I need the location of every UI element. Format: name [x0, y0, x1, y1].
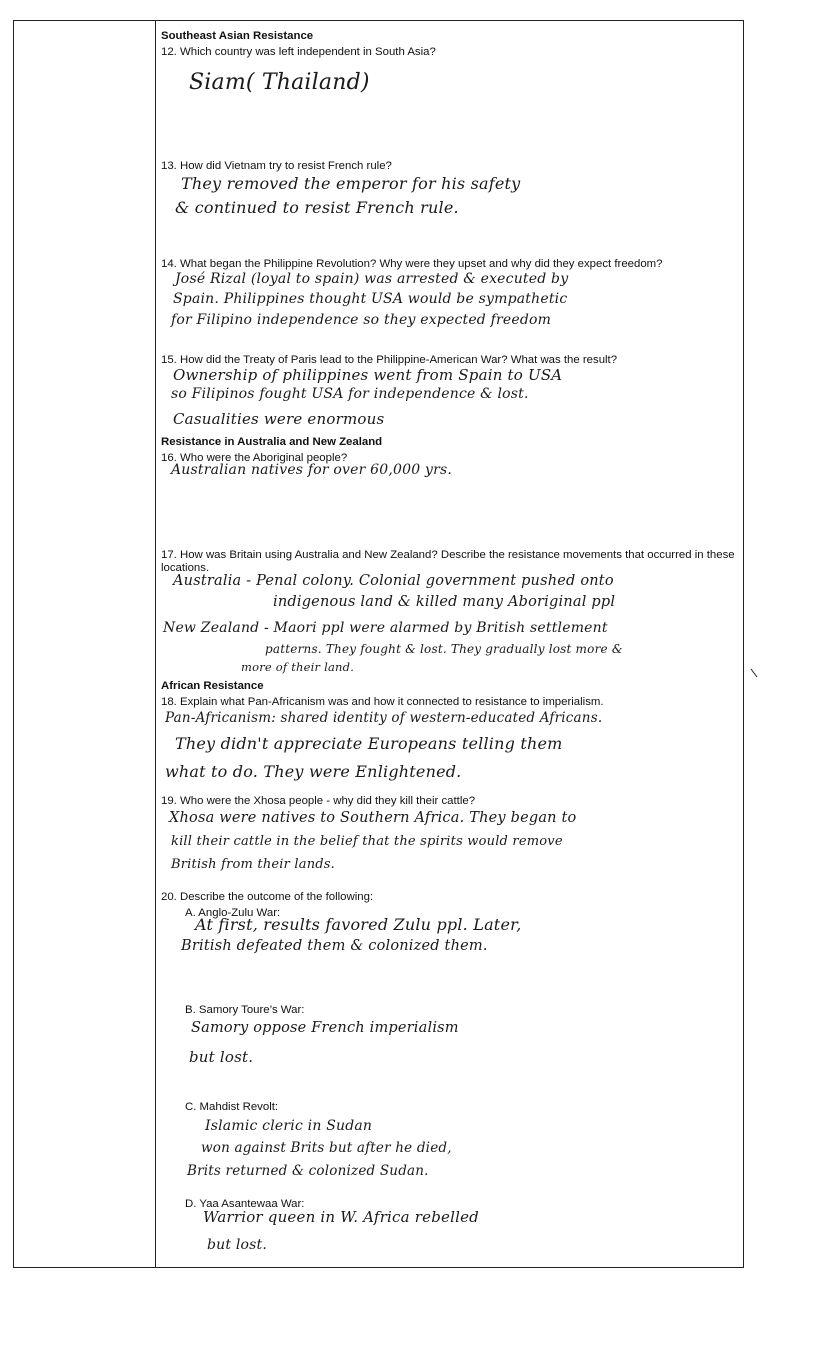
question-17: 17. How was Britain using Australia and New Zealand? Describe the resistance movements that occurred in these locations. — [161, 549, 735, 574]
answer-13-line-2: & continued to resist French rule. — [175, 198, 459, 217]
answer-20c-line-1: Islamic cleric in Sudan — [205, 1118, 373, 1134]
question-15: 15. How did the Treaty of Paris lead to the Philippine-American War? What was the result? — [161, 354, 618, 366]
answer-17-line-3: New Zealand - Maori ppl were alarmed by British settlement — [163, 620, 608, 636]
question-20: 20. Describe the outcome of the following: — [161, 891, 374, 903]
section-heading-african: African Resistance — [161, 680, 264, 692]
answer-18-line-3: what to do. They were Enlightened. — [165, 762, 462, 781]
question-12: 12. Which country was left independent in South Asia? — [161, 46, 436, 58]
question-20b-label: B. Samory Toure’s War: — [185, 1004, 305, 1016]
question-13: 13. How did Vietnam try to resist French rule? — [161, 160, 392, 172]
answer-15-line-3: Casualities were enormous — [173, 410, 385, 428]
answer-17-line-4: patterns. They fought & lost. They gradually lost more & — [265, 642, 623, 656]
answer-20b-line-2: but lost. — [189, 1048, 254, 1066]
answer-20b-line-1: Samory oppose French imperialism — [191, 1020, 459, 1036]
answer-18-line-2: They didn't appreciate Europeans telling them — [175, 734, 563, 753]
question-16: 16. Who were the Aboriginal people? — [161, 452, 348, 464]
answer-19-line-3: British from their lands. — [171, 857, 335, 872]
answer-20c-line-2: won against Brits but after he died, — [201, 1140, 452, 1156]
answer-19-line-1: Xhosa were natives to Southern Africa. They began to — [169, 810, 577, 826]
answer-15-line-1: Ownership of philippines went from Spain to USA — [173, 366, 563, 384]
answer-14-line-3: for Filipino independence so they expected freedom — [171, 312, 552, 328]
answer-17-line-1: Australia - Penal colony. Colonial government pushed onto — [173, 573, 614, 589]
answer-18-line-1: Pan-Africanism: shared identity of western-educated Africans. — [165, 710, 603, 726]
answer-20a-line-1: At first, results favored Zulu ppl. Later, — [195, 915, 522, 934]
answer-15-line-2: so Filipinos fought USA for independence & lost. — [171, 386, 529, 402]
section-heading-southeast-asian: Southeast Asian Resistance — [161, 30, 314, 42]
question-14: 14. What began the Philippine Revolution? Why were they upset and why did they expect freedom? — [161, 258, 663, 270]
answer-20a-line-2: British defeated them & colonized them. — [181, 938, 488, 954]
answer-20d-line-1: Warrior queen in W. Africa rebelled — [203, 1208, 479, 1226]
question-19: 19. Who were the Xhosa people - why did they kill their cattle? — [161, 795, 476, 807]
margin-divider — [155, 20, 156, 1268]
question-20a-label: A. Anglo-Zulu War: — [185, 907, 281, 919]
answer-14-line-1: José Rizal (loyal to spain) was arrested & executed by — [175, 271, 569, 287]
question-20c-label: C. Mahdist Revolt: — [185, 1101, 279, 1113]
answer-19-line-2: kill their cattle in the belief that the spirits would remove — [171, 834, 563, 849]
answer-20d-line-2: but lost. — [207, 1237, 268, 1253]
answer-17-line-5: more of their land. — [241, 660, 355, 674]
answer-20c-line-3: Brits returned & colonized Sudan. — [187, 1163, 429, 1179]
answer-12-line-1: Siam( Thailand) — [189, 70, 370, 95]
answer-16-line-1: Australian natives for over 60,000 yrs. — [171, 462, 453, 478]
answer-17-line-2: indigenous land & killed many Aboriginal ppl — [273, 594, 616, 610]
answer-13-line-1: They removed the emperor for his safety — [181, 174, 521, 193]
answer-14-line-2: Spain. Philippines thought USA would be sympathetic — [173, 291, 568, 307]
question-20d-label: D. Yaa Asantewaa War: — [185, 1198, 305, 1210]
section-heading-australia-nz: Resistance in Australia and New Zealand — [161, 436, 383, 448]
pen-tick-mark — [750, 668, 758, 678]
question-18: 18. Explain what Pan-Africanism was and how it connected to resistance to imperialism. — [161, 696, 604, 708]
